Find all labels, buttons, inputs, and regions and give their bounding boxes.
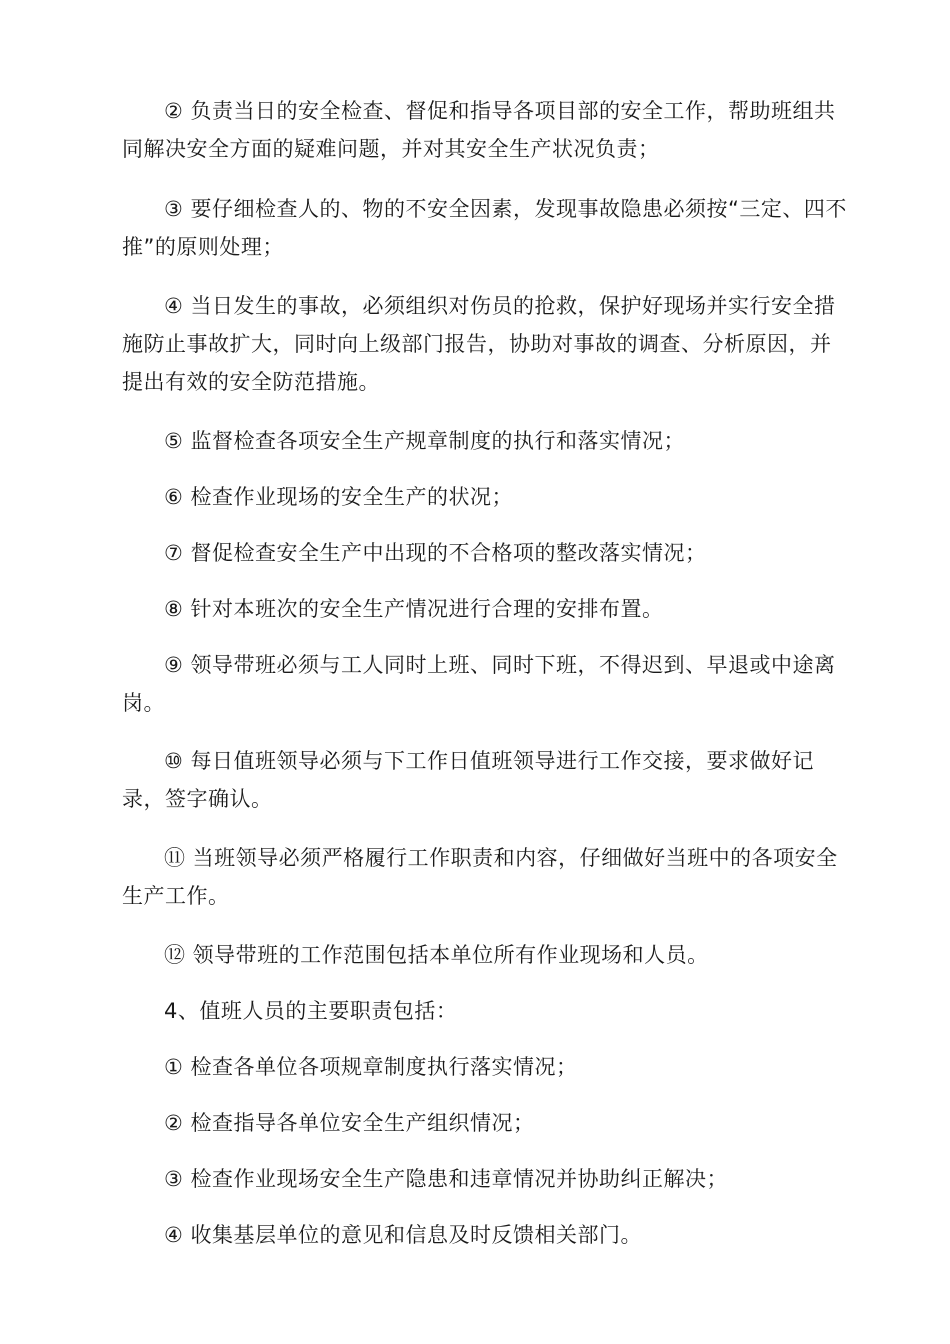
paragraph-duty-3: ③ 要仔细检查人的、物的不安全因素，发现事故隐患必须按“三定、四不推”的原则处理； [122,197,847,259]
paragraph-duty-5: ⑤ 监督检查各项安全生产规章制度的执行和落实情况； [164,429,685,453]
paragraph-staff-duty-4: ④ 收集基层单位的意见和信息及时反馈相关部门。 [164,1223,642,1247]
paragraph-staff-duty-1: ① 检查各单位各项规章制度执行落实情况； [164,1055,578,1079]
paragraph-duty-12: ⑫ 领导带班的工作范围包括本单位所有作业现场和人员。 [164,943,709,967]
paragraph-duty-11: ⑪ 当班领导必须严格履行工作职责和内容，仔细做好当班中的各项安全生产工作。 [122,846,838,908]
paragraph-staff-duty-2: ② 检查指导各单位安全生产组织情况； [164,1111,535,1135]
section-heading-4: 4、值班人员的主要职责包括： [164,999,458,1023]
paragraph-duty-4: ④ 当日发生的事故，必须组织对伤员的抢救，保护好现场并实行安全措施防止事故扩大，同时向上级部门报告，协助对事故的调查、分析原因，并提出有效的安全防范措施。 [122,294,836,394]
paragraph-duty-2: ② 负责当日的安全检查、督促和指导各项目部的安全工作，帮助班组共同解决安全方面的疑难问题，并对其安全生产状况负责； [122,99,836,161]
paragraph-duty-8: ⑧ 针对本班次的安全生产情况进行合理的安排布置。 [164,597,664,621]
paragraph-staff-duty-3: ③ 检查作业现场安全生产隐患和违章情况并协助纠正解决； [164,1167,728,1191]
paragraph-duty-10: ⑩ 每日值班领导必须与下工作日值班领导进行工作交接，要求做好记录，签字确认。 [122,749,814,811]
paragraph-duty-7: ⑦ 督促检查安全生产中出现的不合格项的整改落实情况； [164,541,707,565]
paragraph-duty-6: ⑥ 检查作业现场的安全生产的状况； [164,485,514,509]
paragraph-duty-9: ⑨ 领导带班必须与工人同时上班、同时下班，不得迟到、早退或中途离岗。 [122,653,836,715]
